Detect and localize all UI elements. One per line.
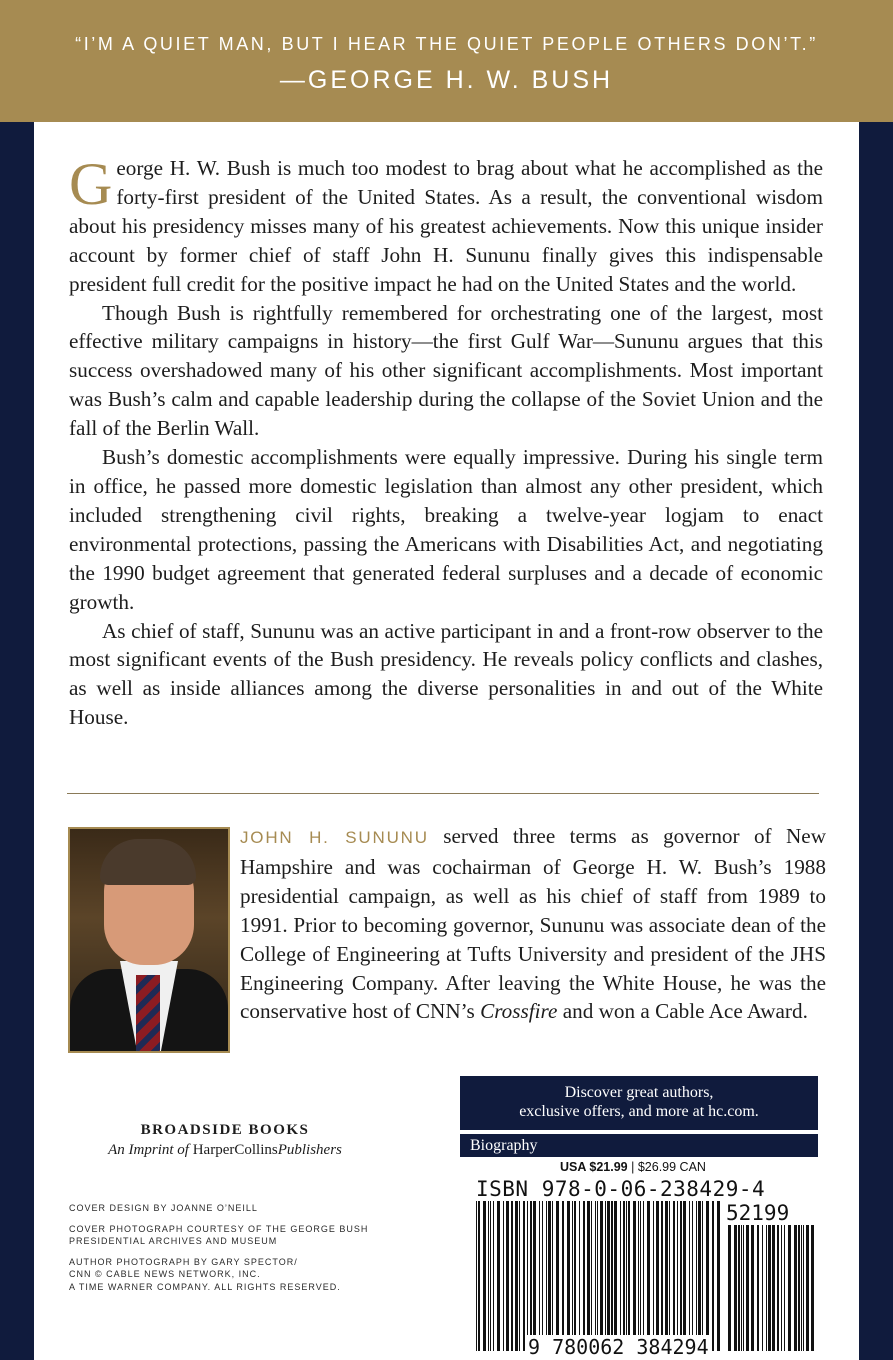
barcode-bar: [552, 1201, 553, 1351]
imprint-prefix: An Imprint of: [108, 1142, 193, 1158]
barcode-bar: [483, 1201, 486, 1351]
quote-band: [0, 0, 893, 122]
barcode-bar: [527, 1201, 528, 1351]
barcode-bar: [738, 1225, 740, 1351]
credit-author-photo: [69, 1256, 429, 1294]
barcode-bar: [506, 1201, 509, 1351]
back-cover-page: [34, 122, 859, 1360]
barcode-bar: [656, 1201, 659, 1351]
show-title: Crossfire: [480, 999, 558, 1024]
barcode-bar: [628, 1201, 630, 1351]
barcode-bar: [478, 1201, 480, 1351]
barcode-area: [468, 1159, 818, 1360]
bio-text-1: served three terms as governor of New Hampshire and was cochairman of George H. W. Bush’s 1988 presidential campaign, as well as his chief of staff from 1989 to 1991. Prior to becoming governor, Sununu was associate dean of the College of Engineering at Tufts University and president of the JHS Engineering Company. After leaving the White House, he was the conservative host of CNN’s: [240, 824, 826, 1024]
barcode-bar: [515, 1201, 518, 1351]
barcode-bar: [626, 1201, 627, 1351]
credit-author-photo-line-3: A TIME WARNER COMPANY. ALL RIGHTS RESERVED.: [69, 1281, 341, 1292]
barcode-bar: [614, 1201, 617, 1351]
barcode-bar: [696, 1201, 697, 1351]
barcode-bar: [751, 1225, 754, 1351]
barcode-bar: [706, 1201, 709, 1351]
barcode-bar: [801, 1225, 802, 1351]
barcode-bar: [712, 1201, 714, 1351]
barcode-bar: [620, 1201, 621, 1351]
barcode-bar: [781, 1225, 782, 1351]
paragraph-3: Bush’s domestic accomplishments were equally impressive. During his single term in office, he passed more domestic legislation than almost any other president, which included strengthening civil rights, breaking a twelve-year logjam to enact environmental protections, passing the Americans with Disabilities Act, and negotiating the 1990 budget agreement that generated federal surpluses and a decade of economic growth.: [69, 445, 823, 614]
barcode-bar: [519, 1201, 520, 1351]
publisher-block: [34, 1122, 416, 1159]
credit-cover-photo-line-2: PRESIDENTIAL ARCHIVES AND MUSEUM: [69, 1236, 278, 1246]
barcode-bar: [523, 1201, 525, 1351]
description: [69, 151, 823, 732]
barcode-bar: [661, 1201, 663, 1351]
category-label: Biography: [460, 1134, 818, 1157]
barcode-bar: [607, 1201, 610, 1351]
barcode-bar: [497, 1201, 500, 1351]
barcode-bar: [488, 1201, 489, 1351]
barcode-bar: [546, 1201, 547, 1351]
barcode-bar: [766, 1225, 767, 1351]
isbn-text: ISBN 978-0-06-238429-4: [476, 1177, 766, 1201]
addon-barcode: [726, 1225, 818, 1351]
price-can: | $26.99 CAN: [627, 1160, 706, 1174]
barcode-bar: [806, 1225, 809, 1351]
author-bio: [240, 822, 826, 1026]
barcode-bar: [746, 1225, 749, 1351]
barcode-bar: [757, 1225, 759, 1351]
author-photo: [68, 827, 230, 1053]
barcode-bar: [587, 1201, 590, 1351]
promo-box: [460, 1076, 818, 1130]
barcode-bar: [503, 1201, 504, 1351]
credit-author-photo-line-1: AUTHOR PHOTOGRAPH BY GARY SPECTOR/: [69, 1256, 298, 1267]
hair-shape: [100, 839, 196, 885]
paragraph-1-text: eorge H. W. Bush is much too modest to brag about what he accomplished as the forty-first president of the United States. As a result, the conventional wisdom about his presidency misses many of his greatest achievements. Now this unique insider account by former chief of staff John H. Sununu finally gives this indispensable president full credit for the positive impact he had on the United States and the world.: [69, 156, 823, 296]
publisher-imprint: [34, 1142, 416, 1159]
barcode-bar: [683, 1201, 686, 1351]
barcode-bar: [702, 1201, 703, 1351]
credit-cover-photo: [69, 1223, 429, 1248]
barcode-bar: [611, 1201, 613, 1351]
barcode-bar: [548, 1201, 551, 1351]
barcode-bar: [741, 1225, 742, 1351]
barcode-bar: [689, 1201, 690, 1351]
credit-cover-design: COVER DESIGN BY JOANNE O’NEILL: [69, 1203, 258, 1213]
ean-number: 9 780062 384294: [528, 1335, 709, 1359]
drop-cap: G: [69, 151, 113, 217]
barcode-bar: [562, 1201, 564, 1351]
barcode-bar: [811, 1225, 814, 1351]
barcode-bar: [600, 1201, 603, 1351]
bio-text-2: and won a Cable Ace Award.: [557, 999, 808, 1024]
barcode-bar: [784, 1225, 785, 1351]
quote-attribution: —GEORGE H. W. BUSH: [279, 66, 614, 94]
barcode-bar: [591, 1201, 592, 1351]
barcode-bar: [798, 1225, 800, 1351]
barcode-bar: [476, 1201, 477, 1351]
quote-text: “I’M A QUIET MAN, BUT I HEAR THE QUIET PEOPLE OTHERS DON’T.”: [75, 34, 818, 54]
barcode-bar: [677, 1201, 678, 1351]
barcode-bar: [788, 1225, 791, 1351]
barcode-bar: [583, 1201, 585, 1351]
barcode-bar: [653, 1201, 654, 1351]
ean-barcode: [474, 1201, 722, 1351]
barcode-bar: [638, 1201, 639, 1351]
promo-line-2: exclusive offers, and more at hc.com.: [519, 1103, 759, 1120]
barcode-bar: [533, 1201, 536, 1351]
barcode-bar: [647, 1201, 650, 1351]
publisher-name: BROADSIDE BOOKS: [140, 1122, 310, 1138]
barcode-bar: [673, 1201, 675, 1351]
barcode-bar: [794, 1225, 797, 1351]
barcode-bar: [490, 1201, 491, 1351]
barcode-bar: [777, 1225, 779, 1351]
barcode-bar: [643, 1201, 644, 1351]
credit-author-photo-line-2: CNN © CABLE NEWS NETWORK, INC.: [69, 1269, 261, 1279]
barcode-bar: [717, 1201, 720, 1351]
divider: [67, 793, 819, 794]
promo-line-1: Discover great authors,: [564, 1084, 714, 1101]
barcode-bar: [803, 1225, 804, 1351]
barcode-bar: [680, 1201, 682, 1351]
price-usa: USA $21.99: [560, 1160, 628, 1174]
barcode-bar: [665, 1201, 668, 1351]
barcode-bar: [743, 1225, 744, 1351]
barcode-bar: [623, 1201, 625, 1351]
barcode-bar: [734, 1225, 737, 1351]
addon-number: 52199: [726, 1201, 790, 1225]
barcode-bar: [579, 1201, 580, 1351]
imprint-suffix: Publishers: [277, 1142, 342, 1158]
barcode-bar: [567, 1201, 570, 1351]
paragraph-2: Though Bush is rightfully remembered for orchestrating one of the largest, most effective military campaigns in history—the first Gulf War—Sununu argues that this success overshadowed many of his other significant accomplishments. Most important was Bush’s calm and capable leadership during the collapse of the Soviet Union and the fall of the Berlin Wall.: [69, 300, 823, 441]
barcode-bar: [511, 1201, 513, 1351]
price-label: [560, 1160, 706, 1174]
barcode-bar: [605, 1201, 606, 1351]
credit-cover-photo-line-1: COVER PHOTOGRAPH COURTESY OF THE GEORGE BUSH: [69, 1223, 369, 1234]
barcode-bar: [728, 1225, 731, 1351]
barcode-bar: [633, 1201, 636, 1351]
barcode-bar: [762, 1225, 763, 1351]
barcode-bar: [692, 1201, 693, 1351]
barcode-bar: [530, 1201, 532, 1351]
barcode-bar: [539, 1201, 540, 1351]
credits: [69, 1202, 429, 1301]
paragraph-1: [69, 151, 823, 299]
imprint-house: HarperCollins: [192, 1142, 278, 1158]
author-name: JOHN H. SUNUNU: [240, 828, 429, 847]
barcode-bar: [597, 1201, 598, 1351]
paragraph-4: As chief of staff, Sununu was an active participant in and a front-row observer to the most significant events of the Bush presidency. He reveals policy conflicts and clashes, as well as inside alliances among the diverse personalities in and out of the White House.: [69, 618, 823, 730]
barcode-bar: [574, 1201, 576, 1351]
barcode-bar: [698, 1201, 701, 1351]
barcode-bar: [768, 1225, 771, 1351]
barcode-bar: [556, 1201, 559, 1351]
barcode-bar: [669, 1201, 670, 1351]
barcode-bar: [542, 1201, 543, 1351]
barcode-bar: [493, 1201, 494, 1351]
barcode-bar: [595, 1201, 596, 1351]
barcode-bar: [640, 1201, 641, 1351]
tie-shape: [136, 975, 160, 1053]
barcode-bar: [572, 1201, 573, 1351]
barcode-bar: [772, 1225, 775, 1351]
